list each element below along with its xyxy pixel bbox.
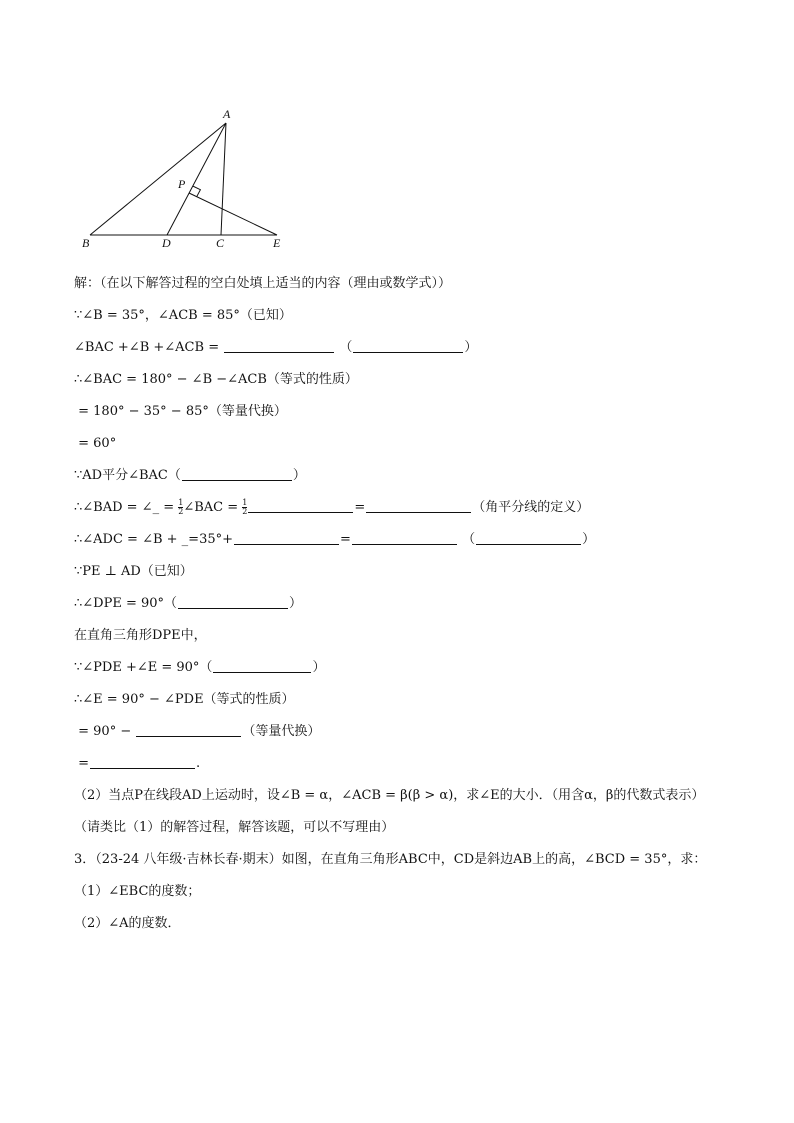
label-E: E	[273, 236, 281, 250]
reason-blank[interactable]	[476, 528, 581, 545]
angle-e-line: ∴∠E = 90° − ∠PDE（等式的性质）	[74, 692, 295, 707]
label-C: C	[216, 236, 225, 250]
answer-blank[interactable]	[352, 528, 457, 545]
bisector-line: ∵AD平分∠BAC（ ）	[74, 460, 734, 492]
triangle-figure	[78, 104, 298, 254]
fraction-half: $\frac{1}{2}$	[178, 498, 184, 516]
answer-blank[interactable]	[366, 496, 471, 513]
label-B: B	[82, 236, 90, 250]
dpe-line: ∴∠DPE = 90°（ ）	[74, 588, 734, 620]
triangle-diagram	[78, 104, 298, 254]
pde-line: ∵∠PDE +∠E = 90°（ ）	[74, 652, 734, 684]
question-3-part-2: （2）∠A的度数．	[74, 916, 181, 931]
segment-AD	[167, 123, 226, 235]
adc-line: ∴∠ADC = ∠B + _=35°+ = （ ）	[74, 524, 734, 556]
question-3: 3．（23-24 八年级·吉林长春·期末）如图，在直角三角形ABC中，CD是斜边AB上的高，∠BCD = 35°，求：	[74, 852, 707, 867]
segment-BA	[90, 123, 226, 235]
part-2-question: （2）当点P在线段AD上运动时，设∠B = α，∠ACB = β(β > α)，求∠E的大小．（用含α，β的代数式表示）	[74, 788, 705, 803]
bad-line: ∴∠BAD = ∠_ = $\frac{1}{2}$ ∠BAC = $\frac{1}{2}$ = （角平分线的定义）	[74, 498, 590, 516]
reason-blank[interactable]	[178, 592, 288, 609]
part-2-hint: （请类比（1）的解答过程，解答该题，可以不写理由）	[74, 820, 395, 835]
label-A: A	[223, 107, 231, 121]
right-triangle-line: 在直角三角形DPE中，	[74, 628, 207, 643]
final-e-line: = .	[74, 748, 734, 780]
intro-line: 解：（在以下解答过程的空白处填上适当的内容（理由或数学式））	[74, 276, 452, 291]
bac-line: ∴∠BAC = 180° − ∠B −∠ACB（等式的性质）	[74, 372, 358, 387]
segment-AC	[221, 123, 226, 235]
result-line: = 60°	[78, 436, 117, 451]
fraction-half: $\frac{1}{2}$	[242, 498, 248, 516]
angle-sum-line: ∠BAC +∠B +∠ACB = （ ）	[74, 332, 734, 364]
substitution-line: = 180° − 35° − 85°（等量代换）	[78, 404, 287, 419]
given-line: ∵∠B = 35°，∠ACB = 85°（已知）	[74, 308, 292, 323]
answer-blank[interactable]	[224, 336, 334, 353]
reason-blank[interactable]	[353, 336, 463, 353]
perpendicular-line: ∵PE ⊥ AD（已知）	[74, 564, 193, 579]
label-P: P	[178, 177, 186, 191]
question-3-part-1: （1）∠EBC的度数；	[74, 884, 201, 899]
answer-blank[interactable]	[90, 752, 195, 769]
answer-blank[interactable]	[136, 720, 241, 737]
segment-PE	[189, 193, 277, 235]
label-D: D	[162, 236, 171, 250]
substitution-e-line: = 90° − （等量代换）	[74, 716, 734, 748]
reason-blank[interactable]	[213, 656, 311, 673]
solution-text	[74, 268, 734, 940]
answer-blank[interactable]	[234, 528, 339, 545]
answer-blank[interactable]	[248, 496, 353, 513]
reason-blank[interactable]	[182, 464, 292, 481]
